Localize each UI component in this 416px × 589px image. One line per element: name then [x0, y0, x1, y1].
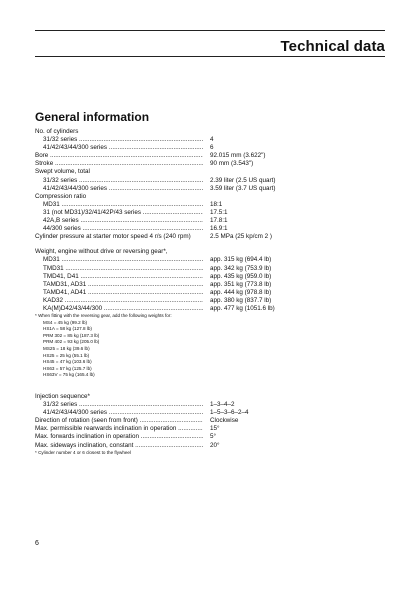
spec-row: [35, 233, 380, 241]
spec-label: Stroke .....: [35, 160, 203, 168]
gear-weight: PRM 302 = 85 kg (187.3 lb): [43, 332, 100, 338]
spec-value: 4: [210, 136, 214, 144]
spec-row: [35, 160, 380, 168]
weight-row: [35, 265, 380, 273]
gear-weight: MS25 = 18 kg (39.6 lb): [43, 346, 90, 352]
injection-row: [35, 401, 380, 409]
injection-label: 31/32 series .....: [43, 401, 203, 409]
weight-footnote: * When fitting with the reversing gear, add the following weights for:: [35, 313, 172, 319]
spec-row: [35, 152, 380, 160]
spec-block: [35, 128, 380, 456]
gear-weight-row: [35, 359, 380, 366]
spec-label: 42A,B series .....: [43, 217, 203, 225]
spec-row: [35, 185, 380, 193]
spec-label: 44/300 series .....: [43, 225, 203, 233]
weight-label: TMD31 .....: [43, 265, 203, 273]
spec-row: [35, 201, 380, 209]
weight-label: TAMD41, AD41 .....: [43, 289, 203, 297]
weight-row: [35, 305, 380, 313]
operation-value: Clockwise: [210, 417, 239, 425]
gear-weight: HS45 = 47 kg (103.6 lb): [43, 359, 92, 365]
gear-weight-row: [35, 339, 380, 346]
weight-footnote-row: [35, 313, 380, 320]
injection-value: 1–3–4–2: [210, 401, 235, 409]
operation-label: Max. sideways inclination, constant .....: [35, 442, 203, 450]
injection-footnote-row: [35, 450, 380, 457]
weight-row: [35, 281, 380, 289]
gear-weight-row: [35, 372, 380, 379]
weight-heading-row: [35, 248, 380, 256]
weight-label: KAD32 .....: [43, 297, 203, 305]
spec-label: Compression ratio: [35, 192, 87, 200]
gear-weight: HS63 = 57 kg (125.7 lb): [43, 365, 92, 371]
spec-row: [35, 217, 380, 225]
spec-row: [35, 177, 380, 185]
spec-row: [35, 168, 380, 176]
spec-value: 2.39 liter (2.5 US quart): [210, 176, 276, 184]
injection-heading: Injection sequence*: [35, 393, 90, 400]
operation-row: [35, 417, 380, 425]
gear-weight-row: [35, 333, 380, 340]
spec-label: No. of cylinders: [35, 128, 79, 135]
injection-value: 1–5–3–6–2–4: [210, 409, 249, 417]
gear-weight: HS1A = 58 kg (127.8 lb): [43, 326, 92, 332]
spec-row: [35, 128, 380, 136]
spec-label: 31/32 series .....: [43, 136, 203, 144]
spec-value: 17.8:1: [210, 217, 228, 225]
operation-value: 5°: [210, 433, 217, 441]
spec-value: 17.5:1: [210, 208, 228, 216]
weight-row: [35, 256, 380, 264]
weight-label: MD31 .....: [43, 256, 203, 264]
operation-label: Direction of rotation (seen from front) .....: [35, 417, 203, 425]
injection-heading-row: [35, 393, 380, 401]
weight-value: app. 435 kg (959.0 lb): [210, 272, 272, 280]
weight-row: [35, 289, 380, 297]
spec-label: Swept volume, total: [35, 168, 90, 176]
weight-row: [35, 297, 380, 305]
gear-weight: HS63V = 75 kg (165.4 lb): [43, 372, 95, 378]
operation-row: [35, 433, 380, 441]
spec-label: Bore .....: [35, 152, 203, 160]
injection-footnote: * Cylinder number 4 or 6 closest to the flywheel: [35, 449, 132, 455]
weight-heading: Weight, engine without drive or reversing gear*,: [35, 248, 168, 256]
injection-label: 41/42/43/44/300 series .....: [43, 409, 203, 417]
spec-label: 31 (not MD31)/32/41/42P/43 series .....: [43, 209, 203, 217]
spec-value: 6: [210, 144, 214, 152]
spec-row: [35, 193, 380, 201]
injection-row: [35, 409, 380, 417]
operation-row: [35, 442, 380, 450]
operation-value: 20°: [210, 441, 220, 449]
spec-value: 2.5 MPa (25 kp/cm 2 ): [210, 233, 272, 241]
gear-weight-row: [35, 366, 380, 373]
top-rule: [35, 30, 385, 31]
operation-label: Max. permissible rearwards inclination in operation .....: [35, 425, 203, 433]
spec-label: Cylinder pressure at starter motor speed 4 r/s (240 rpm): [35, 233, 191, 241]
gear-weight-row: [35, 320, 380, 327]
title-rule: [35, 56, 385, 57]
spec-row: [35, 144, 380, 152]
spec-value: 3.59 liter (3.7 US quart): [210, 184, 276, 192]
spec-row: [35, 209, 380, 217]
spec-value: 92.015 mm (3.622"): [210, 152, 266, 160]
spec-label: MD31 .....: [43, 201, 203, 209]
weight-label: TMD41, D41 .....: [43, 273, 203, 281]
gear-weight-row: [35, 353, 380, 360]
weight-value: app. 342 kg (753.9 lb): [210, 264, 272, 272]
operation-label: Max. forwards inclination in operation .....: [35, 433, 203, 441]
weight-value: app. 351 kg (773.8 lb): [210, 280, 272, 288]
spec-row: [35, 136, 380, 144]
spec-value: 18:1: [210, 200, 223, 208]
weight-value: app. 477 kg (1051.6 lb): [210, 304, 275, 312]
spec-label: 41/42/43/44/300 series .....: [43, 144, 203, 152]
weight-label: KA(M)D42/43/44/300 .....: [43, 305, 203, 313]
gear-weight: HS25 = 25 kg (55.1 lb): [43, 352, 90, 358]
spec-label: 41/42/43/44/300 series .....: [43, 185, 203, 193]
page-title: Technical data: [280, 38, 385, 55]
gear-weight-row: [35, 346, 380, 353]
operation-value: 15°: [210, 425, 220, 433]
spec-row: [35, 225, 380, 233]
weight-row: [35, 273, 380, 281]
gear-weight: PRM 402 = 93 kg (205.0 lb): [43, 339, 100, 345]
operation-row: [35, 425, 380, 433]
gear-weight-row: [35, 326, 380, 333]
weight-value: app. 380 kg (837.7 lb): [210, 296, 272, 304]
spec-value: 16.9:1: [210, 225, 228, 233]
page-number: 6: [35, 540, 39, 547]
gear-weight: MS4 = 45 kg (99.2 lb): [43, 319, 88, 325]
section-title: General information: [35, 110, 150, 124]
weight-value: app. 444 kg (978.8 lb): [210, 288, 272, 296]
weight-value: app. 315 kg (694.4 lb): [210, 256, 272, 264]
spec-value: 90 mm (3.543"): [210, 160, 254, 168]
spec-label: 31/32 series .....: [43, 177, 203, 185]
weight-label: TAMD31, AD31 .....: [43, 281, 203, 289]
